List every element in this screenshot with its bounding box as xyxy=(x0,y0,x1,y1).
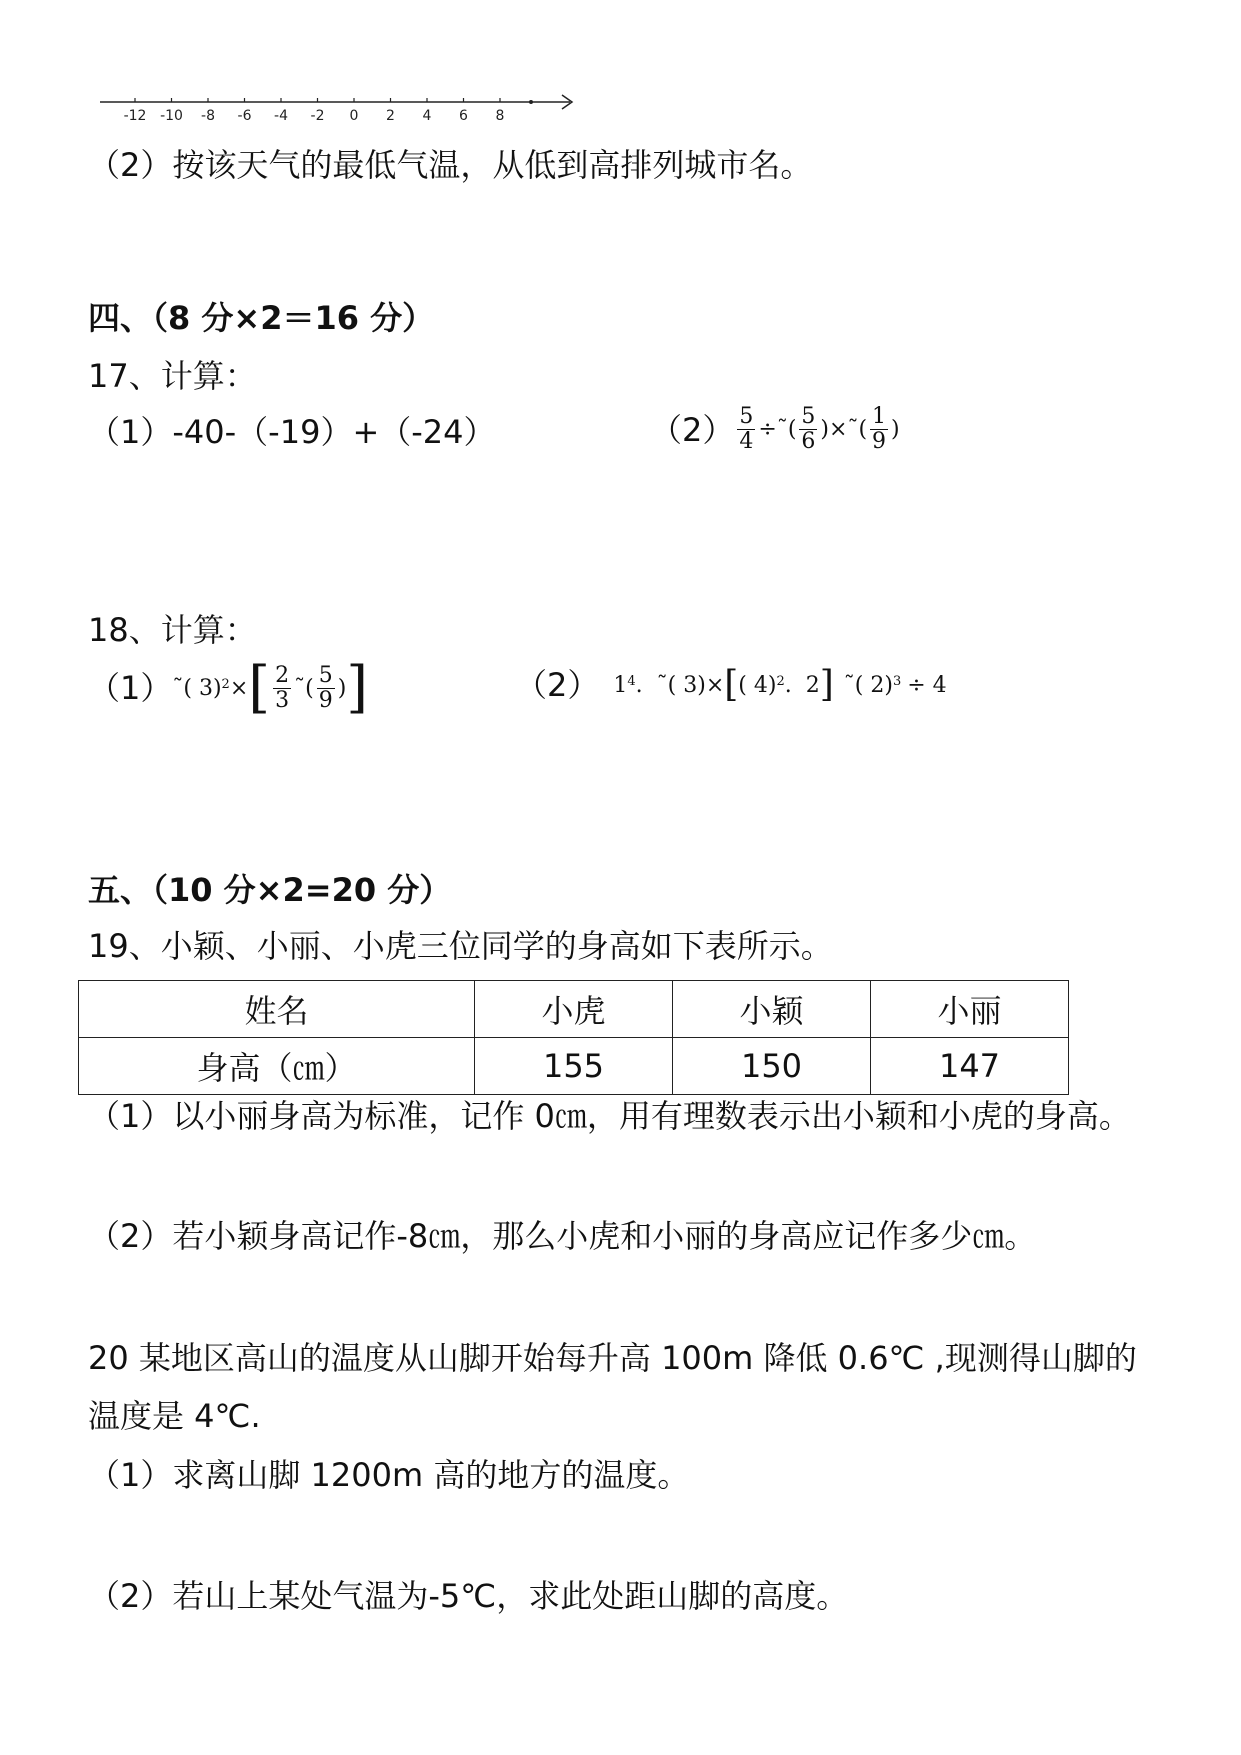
q18-p1-close: ) xyxy=(337,675,347,701)
q18-p1-base: ( 3) xyxy=(183,675,222,701)
q17-frac-3-num: 1 xyxy=(872,404,887,429)
q18-p2-tail: ÷ 4 xyxy=(907,672,947,698)
q18-p2-group-2: ( 4) xyxy=(738,672,777,698)
q19-part1: （1）以小丽身高为标准，记作 0㎝，用有理数表示出小颖和小虎的身高。 xyxy=(88,1097,1131,1135)
q18-p2-tilde-1: ˜ xyxy=(656,672,668,698)
table-cell: 155 xyxy=(475,1038,673,1095)
q18-part2-label: （2） xyxy=(515,666,600,704)
q18-p2-tilde-2: ˜ xyxy=(843,672,855,698)
table-row xyxy=(79,1038,1069,1095)
q17-tilde-2: ˜ xyxy=(847,417,859,442)
q18-p2-group-3: ( 2) xyxy=(854,672,893,698)
q17-part2 xyxy=(650,405,900,454)
q19-title: 19、小颖、小丽、小虎三位同学的身高如下表所示。 xyxy=(88,927,833,965)
q18-title: 18、计算： xyxy=(88,611,257,649)
q18-p1-frac-1 xyxy=(273,664,291,713)
number-line-tick-label: -12 xyxy=(123,108,147,124)
q18-p2-exp-1: 4 xyxy=(627,673,636,689)
q17-close-2: ) xyxy=(891,417,900,442)
table-header-cell: 小丽 xyxy=(871,981,1069,1038)
q18-part1-label: （1） xyxy=(88,669,173,707)
table-header-row xyxy=(79,981,1069,1038)
number-line-tick-label: -10 xyxy=(160,108,183,124)
q18-p1-right-bracket: ] xyxy=(346,655,369,720)
q18-p2-dot-1: . xyxy=(635,672,643,698)
q18-p1-frac-2-num: 5 xyxy=(318,662,333,688)
q17-frac-2-den: 6 xyxy=(801,429,816,454)
q19-part2: （2）若小颖身高记作-8㎝，那么小虎和小丽的身高应记作多少㎝。 xyxy=(88,1217,1037,1255)
q18-part2-expression xyxy=(613,664,947,705)
q18-p1-frac-1-num: 2 xyxy=(275,662,290,688)
q17-frac-1 xyxy=(737,405,755,454)
number-line-tick-label: -6 xyxy=(237,108,252,124)
q18-p1-frac-2-den: 9 xyxy=(318,687,333,713)
q17-part2-label: （2） xyxy=(650,410,735,449)
q18-part1-expression xyxy=(172,655,369,720)
height-table xyxy=(78,980,1069,1095)
q18-part2 xyxy=(515,665,947,705)
q18-p1-exp: 2 xyxy=(221,676,230,692)
table-cell: 身高（㎝） xyxy=(79,1038,475,1095)
q17-mul-op: × xyxy=(829,417,848,442)
q18-p2-dot-2: . xyxy=(784,672,792,698)
q17-frac-1-den: 4 xyxy=(739,429,754,454)
q17-part1: （1）-40-（-19）+（-24） xyxy=(88,413,496,451)
q18-part1 xyxy=(88,655,369,720)
q17-close-1: ) xyxy=(820,417,829,442)
q18-p2-one: 1 xyxy=(613,672,628,698)
section4-heading: 四、（8 分×2＝16 分） xyxy=(88,299,435,337)
number-line-tick-label: -4 xyxy=(274,108,288,124)
table-header-cell: 小颖 xyxy=(673,981,871,1038)
q17-tilde-1: ˜ xyxy=(776,417,788,442)
number-line-tick-label: 2 xyxy=(386,108,395,124)
q17-frac-2 xyxy=(799,405,817,454)
q18-p1-left-bracket: [ xyxy=(248,655,271,720)
q18-p1-mul-op: × xyxy=(229,675,249,701)
q17-title: 17、计算： xyxy=(88,357,257,395)
table-header-cell: 小虎 xyxy=(475,981,673,1038)
q17-div-op: ÷ xyxy=(758,417,777,442)
q17-part2-expression xyxy=(734,405,899,454)
number-line-tick-label: -8 xyxy=(201,108,215,124)
q20-line2: 温度是 4℃. xyxy=(88,1397,261,1435)
section5-heading: 五、（10 分×2=20 分） xyxy=(88,871,452,909)
q18-p2-exp-2: 2 xyxy=(776,673,785,689)
q16-part2: （2）按该天气的最低气温，从低到高排列城市名。 xyxy=(88,146,813,184)
q17-frac-3-den: 9 xyxy=(872,429,887,454)
q18-p1-frac-2 xyxy=(317,664,335,713)
q18-p2-group-1: ( 3)× xyxy=(667,672,725,698)
q17-open-2: ( xyxy=(858,417,868,442)
q18-p2-two: 2 xyxy=(805,672,820,698)
q18-p2-left-bracket: [ xyxy=(724,664,739,705)
q20-line1: 20 某地区高山的温度从山脚开始每升高 100m 降低 0.6℃ ,现测得山脚的 xyxy=(88,1339,1137,1377)
table-cell: 147 xyxy=(871,1038,1069,1095)
q17-open-1: ( xyxy=(787,417,797,442)
q18-p1-tilde: ˜ xyxy=(172,675,184,701)
number-line-point xyxy=(529,100,533,104)
q18-p1-tilde-2: ˜ xyxy=(294,675,306,701)
q17-frac-1-num: 5 xyxy=(739,404,754,429)
q18-p2-exp-3: 3 xyxy=(892,673,902,689)
number-line-tick-label: 8 xyxy=(495,108,505,124)
number-line-tick-label: -2 xyxy=(310,108,325,124)
number-line-tick-label: 4 xyxy=(422,108,432,124)
q17-frac-3 xyxy=(870,405,888,454)
q18-p2-right-bracket: ] xyxy=(819,664,834,705)
q20-part1: （1）求离山脚 1200m 高的地方的温度。 xyxy=(88,1456,690,1494)
q20-part2: （2）若山上某处气温为-5℃，求此处距山脚的高度。 xyxy=(88,1577,849,1615)
number-line xyxy=(95,90,585,130)
q17-frac-2-num: 5 xyxy=(801,404,816,429)
table-header-cell: 姓名 xyxy=(79,981,475,1038)
q18-p1-open: ( xyxy=(305,675,314,701)
number-line-tick-label: 6 xyxy=(459,108,468,124)
table-cell: 150 xyxy=(673,1038,871,1095)
number-line-tick-label: 0 xyxy=(349,108,359,124)
q18-p1-frac-1-den: 3 xyxy=(275,687,290,713)
